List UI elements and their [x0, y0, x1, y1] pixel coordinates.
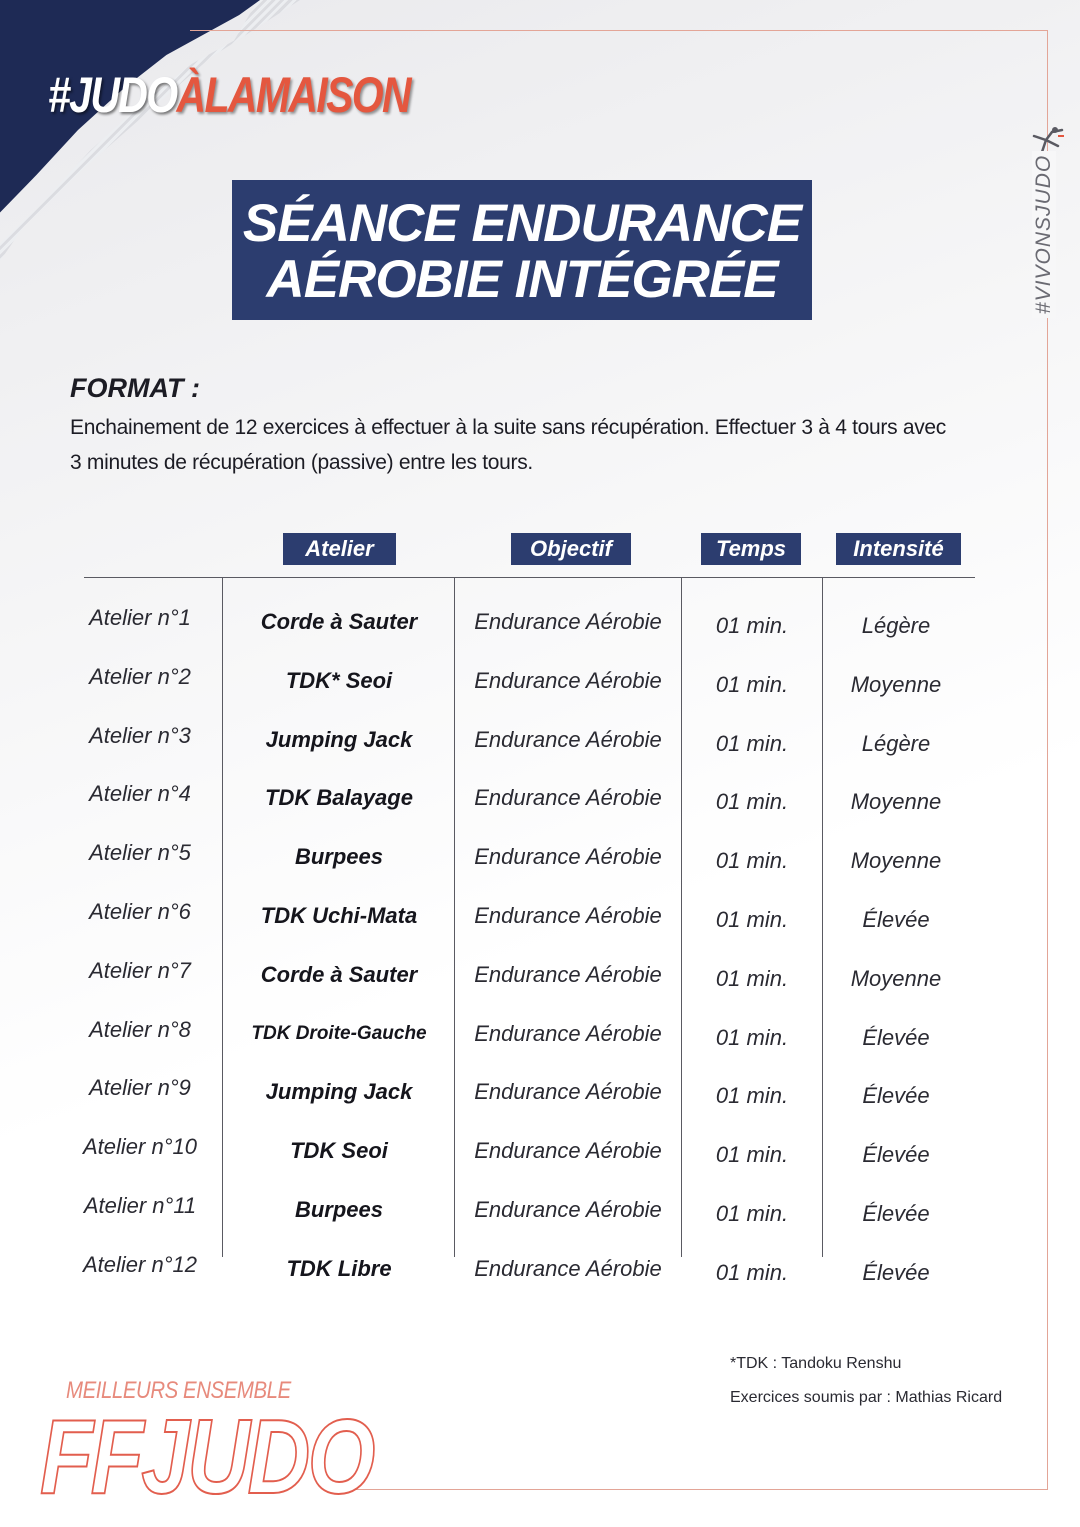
format-heading: FORMAT :: [70, 373, 200, 403]
time: 01 min.: [715, 1083, 789, 1108]
format-line-2: 3 minutes de récupération (passive) entre les tours.: [70, 451, 533, 474]
objective: Endurance Aérobie: [474, 609, 662, 634]
time: 01 min.: [715, 789, 789, 814]
objective: Endurance Aérobie: [474, 1256, 662, 1281]
intensity: Élevée: [862, 1142, 930, 1167]
time: 01 min.: [715, 731, 789, 756]
intensity: Élevée: [862, 1083, 930, 1108]
ffjudo-logo: FFJUDO: [40, 1398, 373, 1516]
atelier-name: Atelier n°8: [89, 1017, 191, 1042]
side-hashtag-vivonsjudo: #VIVONSJUDO: [1032, 151, 1056, 318]
objective: Endurance Aérobie: [474, 1138, 662, 1163]
title-banner: [232, 180, 812, 320]
objective: Endurance Aérobie: [474, 668, 662, 693]
header-objectif: Objectif: [511, 533, 631, 565]
atelier-name: Atelier n°10: [83, 1134, 197, 1159]
exercise-name: TDK* Seoi: [285, 668, 393, 693]
header-intensite: Intensité: [836, 533, 961, 565]
intensity: Moyenne: [850, 672, 942, 697]
footnote-tdk: *TDK : Tandoku Renshu: [730, 1355, 902, 1372]
intensity: Légère: [861, 731, 931, 756]
intensity: Moyenne: [850, 966, 942, 991]
format-line-1: Enchainement de 12 exercices à effectuer à la suite sans récupération. Effectuer 3 à 4 tours avec: [70, 416, 946, 439]
time: 01 min.: [715, 848, 789, 873]
time: 01 min.: [715, 907, 789, 932]
frame-line-top: [190, 30, 1048, 31]
time: 01 min.: [715, 1201, 789, 1226]
frame-line-bottom: [340, 1489, 1048, 1490]
atelier-name: Atelier n°5: [89, 840, 191, 865]
exercise-name: TDK Balayage: [265, 785, 413, 810]
time: 01 min.: [715, 613, 789, 638]
intensity: Élevée: [862, 1260, 930, 1285]
objective: Endurance Aérobie: [474, 1021, 662, 1046]
exercise-name: TDK Seoi: [290, 1138, 388, 1163]
table-header-divider: [84, 577, 975, 578]
time: 01 min.: [715, 672, 789, 697]
objective: Endurance Aérobie: [474, 785, 662, 810]
atelier-name: Atelier n°11: [83, 1193, 197, 1218]
footnote-credit: Exercices soumis par : Mathias Ricard: [730, 1389, 1003, 1406]
format-description: [70, 410, 1020, 480]
intensity: Élevée: [862, 1025, 930, 1050]
time: 01 min.: [715, 1142, 789, 1167]
exercise-name: TDK Libre: [286, 1256, 392, 1281]
exercise-name: TDK Uchi-Mata: [260, 903, 418, 928]
atelier-name: Atelier n°3: [89, 723, 191, 748]
objective: Endurance Aérobie: [474, 844, 662, 869]
objective: Endurance Aérobie: [474, 1197, 662, 1222]
time: 01 min.: [715, 1025, 789, 1050]
intensity: Élevée: [862, 907, 930, 932]
exercise-name: TDK Droite-Gauche: [251, 1023, 427, 1044]
hashtag-part-judo: #JUDO: [48, 67, 177, 123]
intensity: Moyenne: [850, 789, 942, 814]
hashtag-judo-a-la-maison: [48, 67, 411, 123]
header-atelier: Atelier: [283, 533, 396, 565]
title-line-2: AÉROBIE INTÉGRÉE: [266, 250, 778, 309]
exercise-name: Corde à Sauter: [260, 962, 418, 987]
atelier-name: Atelier n°12: [83, 1252, 197, 1277]
atelier-name: Atelier n°6: [89, 899, 191, 924]
exercise-name: Corde à Sauter: [260, 609, 418, 634]
exercise-name: Burpees: [294, 1197, 384, 1222]
time: 01 min.: [715, 966, 789, 991]
intensity: Légère: [861, 613, 931, 638]
atelier-name: Atelier n°9: [89, 1075, 191, 1100]
exercise-name: Jumping Jack: [265, 1079, 413, 1104]
exercise-name: Burpees: [294, 844, 384, 869]
atelier-name: Atelier n°1: [89, 605, 191, 630]
hashtag-part-alamaison: ÀLAMAISON: [176, 67, 411, 123]
objective: Endurance Aérobie: [474, 903, 662, 928]
objective: Endurance Aérobie: [474, 962, 662, 987]
header-temps: Temps: [701, 533, 801, 565]
time: 01 min.: [715, 1260, 789, 1285]
intensity: Élevée: [862, 1201, 930, 1226]
atelier-name: Atelier n°4: [89, 781, 191, 806]
objective: Endurance Aérobie: [474, 727, 662, 752]
atelier-name: Atelier n°2: [89, 664, 191, 689]
exercise-name: Jumping Jack: [265, 727, 413, 752]
atelier-name: Atelier n°7: [89, 958, 191, 983]
title-line-1: SÉANCE ENDURANCE: [242, 194, 802, 253]
objective: Endurance Aérobie: [474, 1079, 662, 1104]
intensity: Moyenne: [850, 848, 942, 873]
brand-tagline: MEILLEURS ENSEMBLE: [66, 1377, 291, 1404]
